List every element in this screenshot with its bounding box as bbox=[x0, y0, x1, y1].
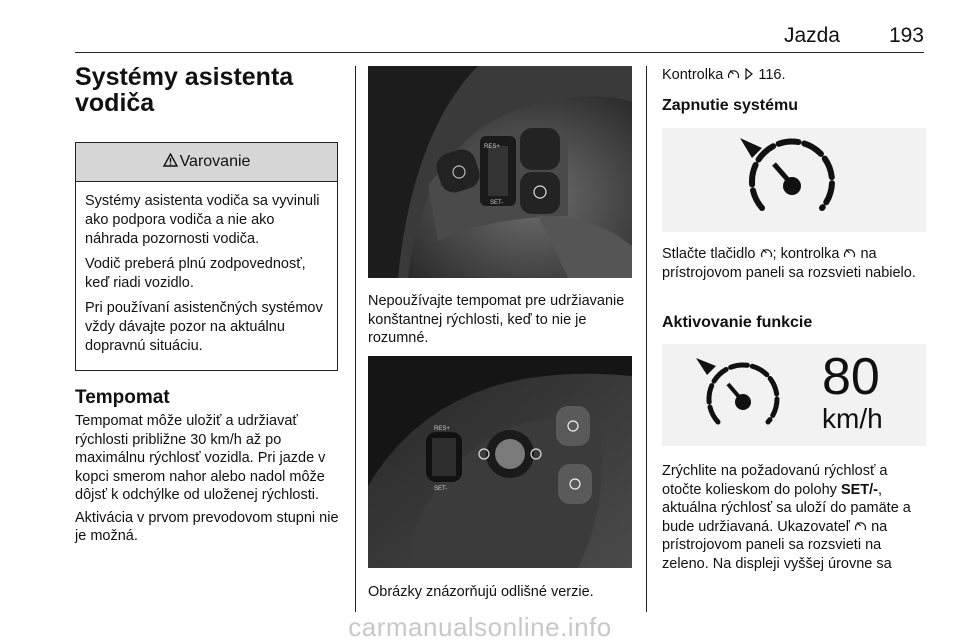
section-title: Jazda bbox=[783, 24, 840, 47]
cruise-control-icon bbox=[843, 247, 856, 259]
body-paragraph: Aktivácia v prvom prevodovom stupni nie je možná. bbox=[75, 509, 339, 544]
body-paragraph: Zrýchlite na požadovanú rýchlosť a otočte kolieskom do polohy SET/-, aktuálna rýchlosť sa uloží do pamäte a bude udržiavaná. Ukazovateľ na prístrojovom paneli sa rozsvieti na zeleno. Na displeji vyššej úrovne sa bbox=[662, 463, 911, 572]
cruise-control-icon bbox=[727, 68, 740, 80]
warning-header bbox=[76, 143, 337, 182]
page-number: 193 bbox=[888, 24, 924, 47]
chapter-title: Systémy asistenta vodiča bbox=[75, 63, 294, 117]
column-divider bbox=[646, 66, 647, 612]
warning-box bbox=[75, 142, 338, 371]
section-heading: Tempomat bbox=[75, 387, 170, 408]
speed-unit: km/h bbox=[822, 403, 883, 434]
steering-wheel-photo-1 bbox=[368, 66, 632, 278]
cruise-control-icon bbox=[760, 247, 773, 259]
set-label: SET- bbox=[490, 200, 504, 206]
caption: Obrázky znázorňujú odlišné verzie. bbox=[368, 584, 594, 600]
warning-paragraph: Pri používaní asistenčných systémov vždy dávajte pozor na aktuálnu dopravnú situáciu. bbox=[85, 300, 323, 354]
warning-paragraph: Vodič preberá plnú zodpovednosť, keď riadi vozidlo. bbox=[85, 256, 306, 291]
warning-body bbox=[76, 182, 337, 370]
set-position-label: SET/- bbox=[840, 481, 878, 498]
subheading: Aktivovanie funkcie bbox=[662, 314, 813, 331]
cruise-control-icon bbox=[662, 344, 926, 446]
cruise-control-icon bbox=[854, 520, 867, 532]
speed-value: 80 bbox=[822, 348, 880, 406]
page-header bbox=[75, 22, 924, 53]
watermark: carmanualsonline.info bbox=[348, 612, 612, 642]
speed-display-panel bbox=[662, 344, 926, 446]
cruise-control-icon bbox=[662, 128, 926, 232]
cruise-icon-panel bbox=[662, 128, 926, 232]
subheading: Zapnutie systému bbox=[662, 97, 799, 114]
res-label: RES+ bbox=[484, 144, 500, 150]
page-reference-arrow-icon bbox=[744, 68, 754, 80]
steering-wheel-photo-2 bbox=[368, 356, 632, 568]
column-left bbox=[75, 64, 340, 550]
body-paragraph: Tempomat môže uložiť a udržiavať rýchlosti približne 30 km/h až po maximálnu rýchlosť vozidla. Pri jazde v kopci smerom nahor alebo nadol môže dôjsť k odchýlke od uloženej rýchlosti. bbox=[75, 413, 326, 503]
set-label: SET- bbox=[434, 486, 448, 492]
warning-triangle-icon bbox=[163, 153, 178, 167]
reference-line: Kontrolka 116. bbox=[662, 67, 786, 83]
res-label: RES+ bbox=[434, 426, 450, 432]
column-divider bbox=[355, 66, 356, 612]
caption: Nepoužívajte tempomat pre udržiavanie konštantnej rýchlosti, keď to nie je rozumné. bbox=[368, 293, 625, 346]
warning-paragraph: Systémy asistenta vodiča sa vyvinuli ako podpora vodiča a nie ako náhrada pozornosti vodiča. bbox=[85, 193, 320, 247]
warning-label: Varovanie bbox=[179, 153, 251, 170]
body-paragraph: Stlačte tlačidlo ; kontrolka na prístrojovom paneli sa rozsvieti nabielo. bbox=[662, 246, 916, 281]
